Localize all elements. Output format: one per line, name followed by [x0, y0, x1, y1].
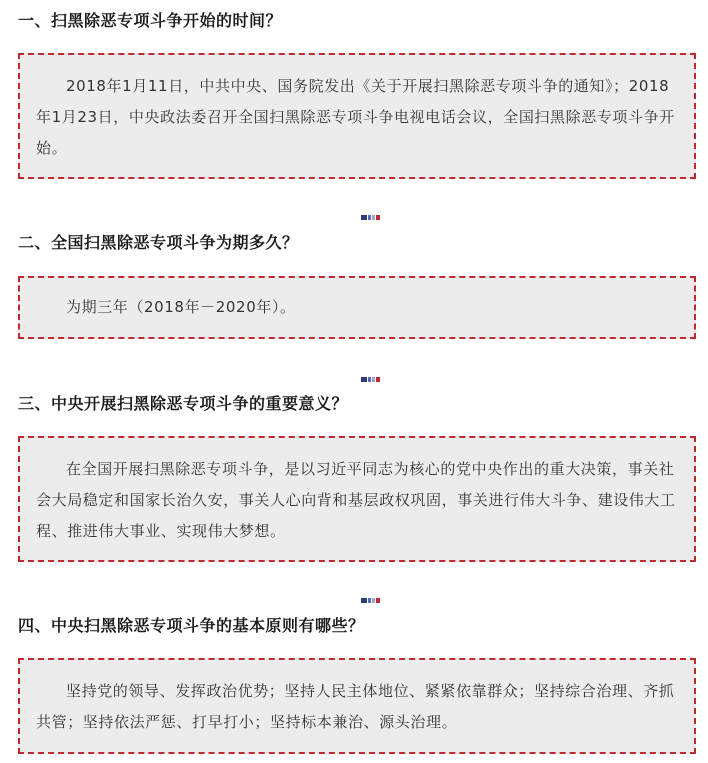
- question-title-1: 一、扫黑除恶专项斗争开始的时间？: [18, 11, 283, 30]
- question-title-2: 二、全国扫黑除恶专项斗争为期多久？: [18, 233, 299, 252]
- section-divider-2: [361, 377, 381, 382]
- answer-box-4: [18, 658, 696, 754]
- answer-text-1: 2018年1月11日，中共中央、国务院发出《关于开展扫黑除恶专项斗争的通知》；2018年1月23日，中央政法委召开全国扫黑除恶专项斗争电视电话会议，全国扫黑除恶专项斗争开始。: [36, 77, 675, 157]
- answer-box-3: [18, 436, 696, 562]
- answer-box-1: [18, 53, 696, 179]
- answer-text-2: 为期三年（2018年－2020年）。: [66, 298, 296, 316]
- section-divider-1: [361, 215, 381, 220]
- section-divider-3: [361, 598, 381, 603]
- question-title-3: 三、中央开展扫黑除恶专项斗争的重要意义？: [18, 394, 349, 413]
- question-title-4: 四、中央扫黑除恶专项斗争的基本原则有哪些？: [18, 616, 365, 635]
- answer-box-2: [18, 276, 696, 339]
- answer-text-4: 坚持党的领导、发挥政治优势；坚持人民主体地位、紧紧依靠群众；坚持综合治理、齐抓共管；坚持依法严惩、打早打小；坚持标本兼治、源头治理。: [36, 682, 675, 731]
- answer-text-3: 在全国开展扫黑除恶专项斗争，是以习近平同志为核心的党中央作出的重大决策，事关社会大局稳定和国家长治久安，事关人心向背和基层政权巩固，事关进行伟大斗争、建设伟大工程、推进伟大事业、实现伟大梦想。: [36, 460, 676, 540]
